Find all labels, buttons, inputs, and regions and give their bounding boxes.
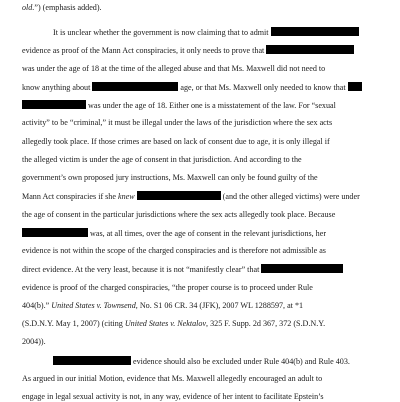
text-run: was, at all times, over the age of consent in the relevant jurisdictions, her bbox=[88, 229, 327, 238]
text-run: , No. S1 06 CR. 34 (JFK), 2007 WL 1288597, at *1 bbox=[135, 301, 304, 310]
redaction-bar bbox=[348, 82, 362, 91]
line-3 bbox=[22, 64, 325, 74]
text-run: government’s own proposed jury instructions, Ms. Maxwell can only be found guilty of the bbox=[22, 173, 318, 182]
line-16 bbox=[22, 301, 303, 311]
italic-text: United States v. Townsend bbox=[51, 301, 136, 310]
text-run: was under the age of 18. Either one is a misstatement of the law. For “sexual bbox=[86, 101, 336, 110]
line-6 bbox=[22, 118, 332, 128]
text-run: (and the other alleged victims) were under bbox=[220, 192, 360, 201]
text-run: 404(b).” bbox=[22, 301, 52, 310]
line-17 bbox=[22, 319, 325, 329]
line-9 bbox=[22, 173, 318, 183]
redaction-bar bbox=[92, 82, 178, 91]
line-10 bbox=[22, 191, 360, 202]
redaction-bar bbox=[53, 356, 131, 365]
redaction-bar bbox=[266, 45, 354, 54]
text-run: evidence is not within the scope of the charged conspiracies and is therefore not admissible as bbox=[22, 246, 326, 255]
text-run: engage in legal sexual activity is not, in any way, evidence of her intent to facilitate Epstein’s bbox=[22, 392, 324, 401]
line-15 bbox=[22, 283, 313, 293]
text-run: activity” to be “criminal,” it must be illegal under the laws of the jurisdiction where the sex acts bbox=[22, 118, 333, 127]
redaction-bar bbox=[271, 27, 359, 36]
redaction-bar bbox=[22, 100, 86, 109]
redaction-bar bbox=[137, 191, 221, 200]
line-8 bbox=[22, 155, 302, 165]
redaction-bar bbox=[22, 228, 88, 237]
line-14 bbox=[22, 264, 343, 275]
line-19 bbox=[53, 356, 350, 367]
line-11 bbox=[22, 210, 335, 220]
text-run: allegedly took place. If those crimes are based on lack of consent due to age, it is only illegal if bbox=[22, 137, 330, 146]
line-13 bbox=[22, 246, 326, 256]
text-run: 2004)). bbox=[22, 337, 46, 346]
text-run: the alleged victim is under the age of consent in that jurisdiction. And according to the bbox=[22, 155, 302, 164]
italic-text: old. bbox=[22, 3, 35, 12]
text-run: know anything about bbox=[22, 83, 93, 92]
line-18 bbox=[22, 337, 46, 347]
text-run: , 325 F. Supp. 2d 367, 372 (S.D.N.Y. bbox=[206, 319, 326, 328]
line-1 bbox=[53, 27, 359, 38]
italic-text: knew bbox=[117, 192, 135, 201]
text-run: direct evidence. At the very least, because it is not “manifestly clear” that bbox=[22, 265, 262, 274]
text-run: evidence is proof of the charged conspiracies, “the proper course is to proceed under Rule bbox=[22, 283, 313, 292]
redaction-bar bbox=[261, 264, 343, 273]
text-run: age, or that Ms. Maxwell only needed to know that bbox=[178, 83, 348, 92]
line-7 bbox=[22, 137, 330, 147]
text-run: was under the age of 18 at the time of the alleged abuse and that Ms. Maxwell did not need to bbox=[22, 64, 326, 73]
text-run: Mann Act conspiracies if she bbox=[22, 192, 118, 201]
line-0 bbox=[22, 3, 102, 13]
line-5 bbox=[22, 100, 336, 111]
text-run: evidence as proof of the Mann Act conspiracies, it only needs to prove that bbox=[22, 46, 267, 55]
text-run: As argued in our initial Motion, evidence that Ms. Maxwell allegedly encouraged an adult to bbox=[22, 374, 323, 383]
text-run: (S.D.N.Y. May 1, 2007) (citing bbox=[22, 319, 125, 328]
text-run: It is unclear whether the government is now claiming that to admit bbox=[53, 28, 271, 37]
text-run: evidence should also be excluded under Rule 404(b) and Rule 403. bbox=[131, 357, 350, 366]
line-2 bbox=[22, 45, 354, 56]
line-4 bbox=[22, 82, 362, 93]
text-run: ”) (emphasis added). bbox=[34, 3, 102, 12]
text-run: the age of consent in the particular jurisdictions where the sex acts allegedly took place. Because bbox=[22, 210, 336, 219]
italic-text: United States v. Nektalov bbox=[124, 319, 207, 328]
line-12 bbox=[22, 228, 326, 239]
line-20 bbox=[22, 374, 322, 384]
line-21 bbox=[22, 392, 324, 402]
